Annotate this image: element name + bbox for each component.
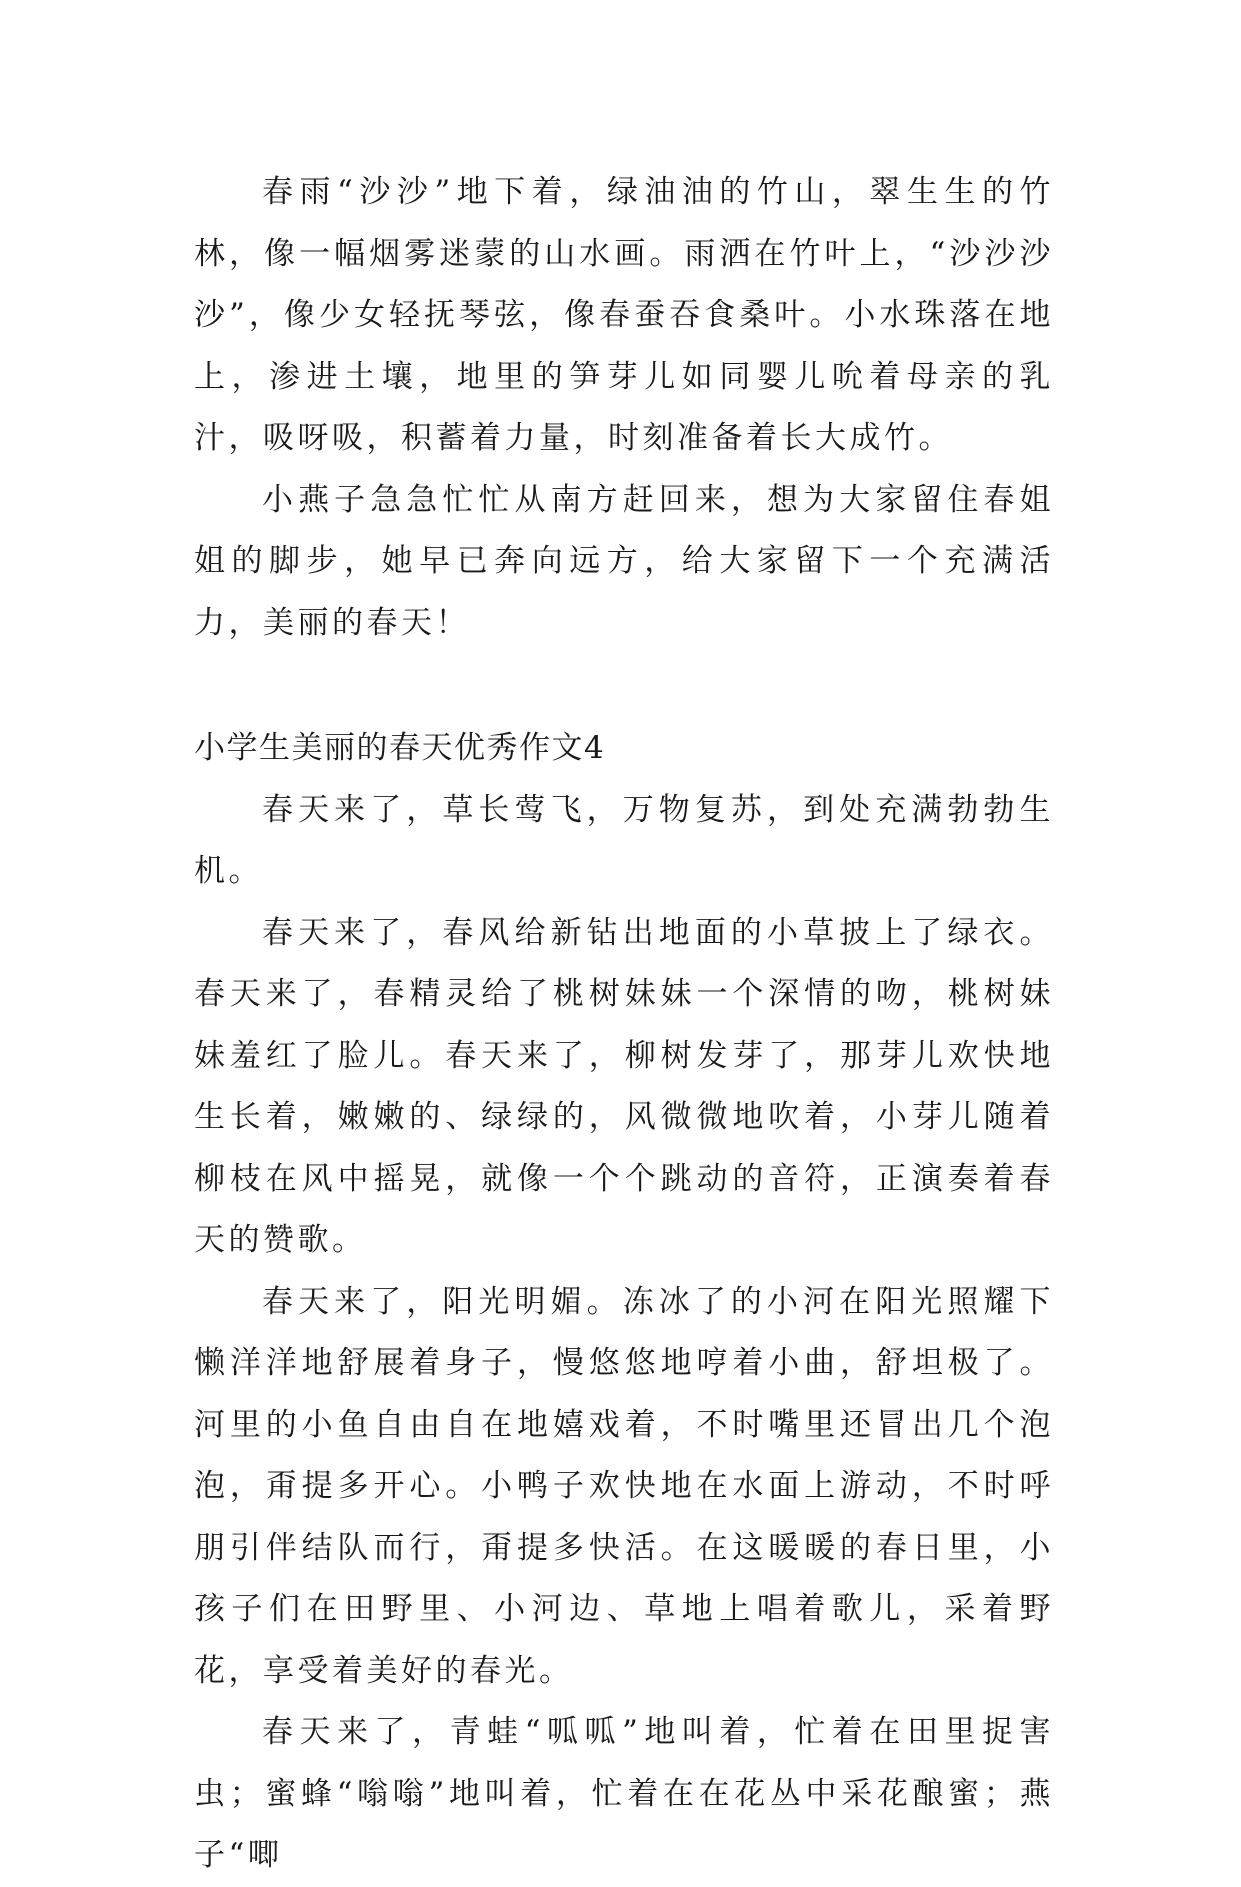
paragraph: 春天来了，草长莺飞，万物复苏，到处充满勃勃生机。: [194, 791, 1054, 889]
section-title: 小学生美丽的春天优秀作文4: [194, 730, 606, 766]
paragraph: 春雨“沙沙”地下着，绿油油的竹山，翠生生的竹林，像一幅烟雾迷蒙的山水画。雨洒在竹叶上，“沙沙沙沙”，像少女轻抚琴弦，像春蚕吞食桑叶。小水珠落在地上，渗进土壤，地里的笋芽儿如同婴儿吮着母亲的乳汁，吸呀吸，积蓄着力量，时刻准备着长大成竹。: [194, 174, 1054, 456]
paragraph: 春天来了，春风给新钻出地面的小草披上了绿衣。春天来了，春精灵给了桃树妹妹一个深情的吻，桃树妹妹羞红了脸儿。春天来了，柳树发芽了，那芽儿欢快地生长着，嫩嫩的、绿绿的，风微微地吹着，小芽儿随着柳枝在风中摇晃，就像一个个跳动的音符，正演奏着春天的赞歌。: [194, 914, 1054, 1258]
paragraph: 春天来了，阳光明媚。冻冰了的小河在阳光照耀下懒洋洋地舒展着身子，慢悠悠地哼着小曲，舒坦极了。河里的小鱼自由自在地嬉戏着，不时嘴里还冒出几个泡泡，甭提多开心。小鸭子欢快地在水面上游动，不时呼朋引伴结队而行，甭提多快活。在这暖暖的春日里，小孩子们在田野里、小河边、草地上唱着歌儿，采着野花，享受着美好的春光。: [194, 1283, 1054, 1689]
paragraph: 小燕子急急忙忙从南方赶回来，想为大家留住春姐姐的脚步，她早已奔向远方，给大家留下一个充满活力，美丽的春天！: [194, 481, 1054, 641]
paragraph: 春天来了，青蛙“呱呱”地叫着，忙着在田里捉害虫；蜜蜂“嗡嗡”地叫着，忙着在在花丛中采花酿蜜；燕子“唧: [194, 1714, 1054, 1873]
document-body: [194, 162, 1054, 1887]
section-spacer: [194, 654, 1054, 718]
